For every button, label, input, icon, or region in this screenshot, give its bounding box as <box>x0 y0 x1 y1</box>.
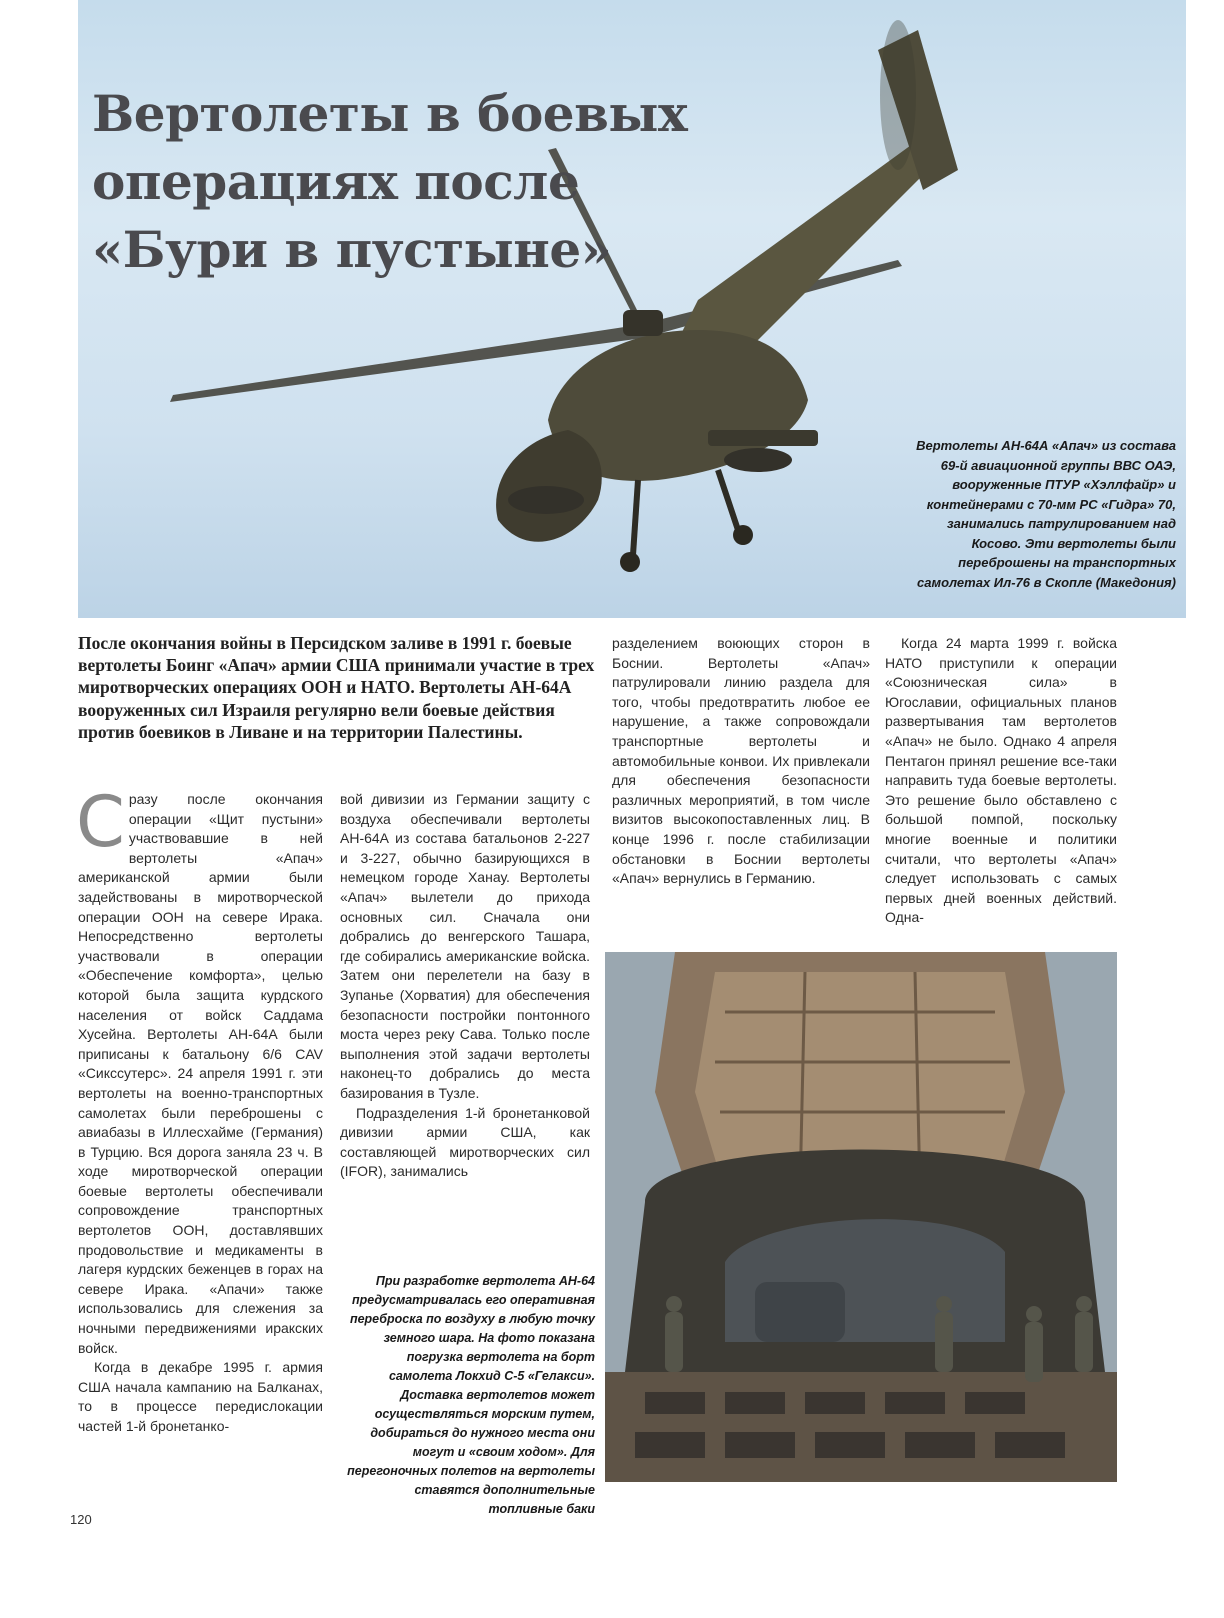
cargo-loading-photo <box>605 952 1117 1482</box>
column-4-paragraph-1: Когда 24 марта 1999 г. войска НАТО приступили к операции «Союзническая сила» в Югославии, официальных планов развертывания там вертолетов «Апач» не было. Однако 4 апреля Пентагон принял решение все-таки направить туда боевые вертолеты. Это решение было обставлено с большой помпой, поскольку многие военные и политики считали, что вертолеты «Апач» следует использовать с самых первых дней военных действий. Одна- <box>885 635 1117 926</box>
column-3-paragraph-1: разделением воюющих сторон в Боснии. Вертолеты «Апач» патрулировали линию раздела для того, чтобы предотвратить любое ее нарушение, а также сопровождали транспортные вертолеты и автомобильные конвои. Их привлекали для обеспечения безопасности различных мероприятий, в том числе визитов высокопоставленных лиц. В конце 1996 г. после стабилизации обстановки в Боснии вертолеты «Апач» вернулись в Германию. <box>612 635 870 887</box>
text-column-2 <box>340 790 590 1182</box>
column-1-paragraph-1: Сразу после окончания операции «Щит пустыни» участвовавшие в ней вертолеты «Апач» американской армии были задействованы в миротворческой операции ООН на севере Ирака. Непосредственно вертолеты участвовали в операции «Обеспечение комфорта», целью которой была защита курдского населения от войск Саддама Хусейна. Вертолеты АН-64А были приписаны к батальону 6/6 CAV «Сикссутерс». 24 апреля 1991 г. эти вертолеты на военно-транспортных самолетах были переброшены с авиабазы в Иллесхайме (Германия) в Турцию. Вся дорога заняла 23 ч. В ходе миротворческой операции боевые вертолеты обеспечивали сопровождение транспортных вертолетов ООН, доставлявших продовольствие и медикаменты в лагеря курдских беженцев в горах на севере Ирака. «Апачи» также использовались для слежения за ночными передвижениями иракских войск. <box>76 781 323 1356</box>
text-column-1 <box>76 781 323 1437</box>
column-2-paragraph-2: Подразделения 1-й бронетанковой дивизии армии США, как составляющей миротворческих сил (IFOR), занимались <box>340 1104 590 1180</box>
text-column-3 <box>612 634 870 889</box>
hero-photo-caption: Вертолеты АН-64А «Апач» из состава 69-й авиационной группы ВВС ОАЭ, вооруженные ПТУР «Хэллфайр» и контейнерами с 70-мм PC «Гидра» 70, занимались патрулированием над Косово. Эти вертолеты были переброшены на транспортных самолетах Ил-76 в Скопле (Македония) <box>916 438 1176 590</box>
hero-photo <box>78 0 1186 618</box>
article-lead: После окончания войны в Персидском заливе в 1991 г. боевые вертолеты Боинг «Апач» армии США принимали участие в трех миротворческих операциях ООН и НАТО. Вертолеты АН-64А вооруженных сил Израиля регулярно вели боевые действия против боевиков в Ливане и на территории Палестины. <box>78 633 595 742</box>
c5-galaxy-cargo-illustration <box>605 952 1117 1482</box>
column-1-paragraph-2: Когда в декабре 1995 г. армия США начала кампанию на Балканах, то в процессе передислокации частей 1-й бронетанко- <box>78 1359 323 1434</box>
article-title: Вертолеты в боевых операциях после «Бури в пустыне» <box>92 84 688 279</box>
page-number: 120 <box>70 1512 92 1527</box>
drop-cap: С <box>76 781 125 863</box>
text-column-4 <box>885 634 1117 928</box>
cargo-photo-caption: При разработке вертолета АН-64 предусматривалась его оперативная переброска по воздуху в любую точку земного шара. На фото показана погрузка вертолета на борт самолета Локхид С-5 «Гелакси». Доставка вертолетов может осуществляться морским путем, добираться до нужного места они могут и «своим ходом». Для перегоночных полетов на вертолеты ставятся дополнительные топливные баки <box>347 1274 595 1516</box>
column-2-paragraph-1: вой дивизии из Германии защиту с воздуха обеспечивали вертолеты АН-64А из состава батальонов 2-227 и 3-227, обычно базирующихся в немецком городе Ханау. Вертолеты «Апач» вылетели до прихода основных сил. Сначала они добрались до венгерского Ташара, где собирались американские войска. Затем они перелетели на базу в Зупанье (Хорватия) для обеспечения безопасности постройки понтонного моста через реку Сава. Только после выполнения этой задачи вертолеты наконец-то добрались до места базирования в Тузле. <box>340 791 590 1101</box>
